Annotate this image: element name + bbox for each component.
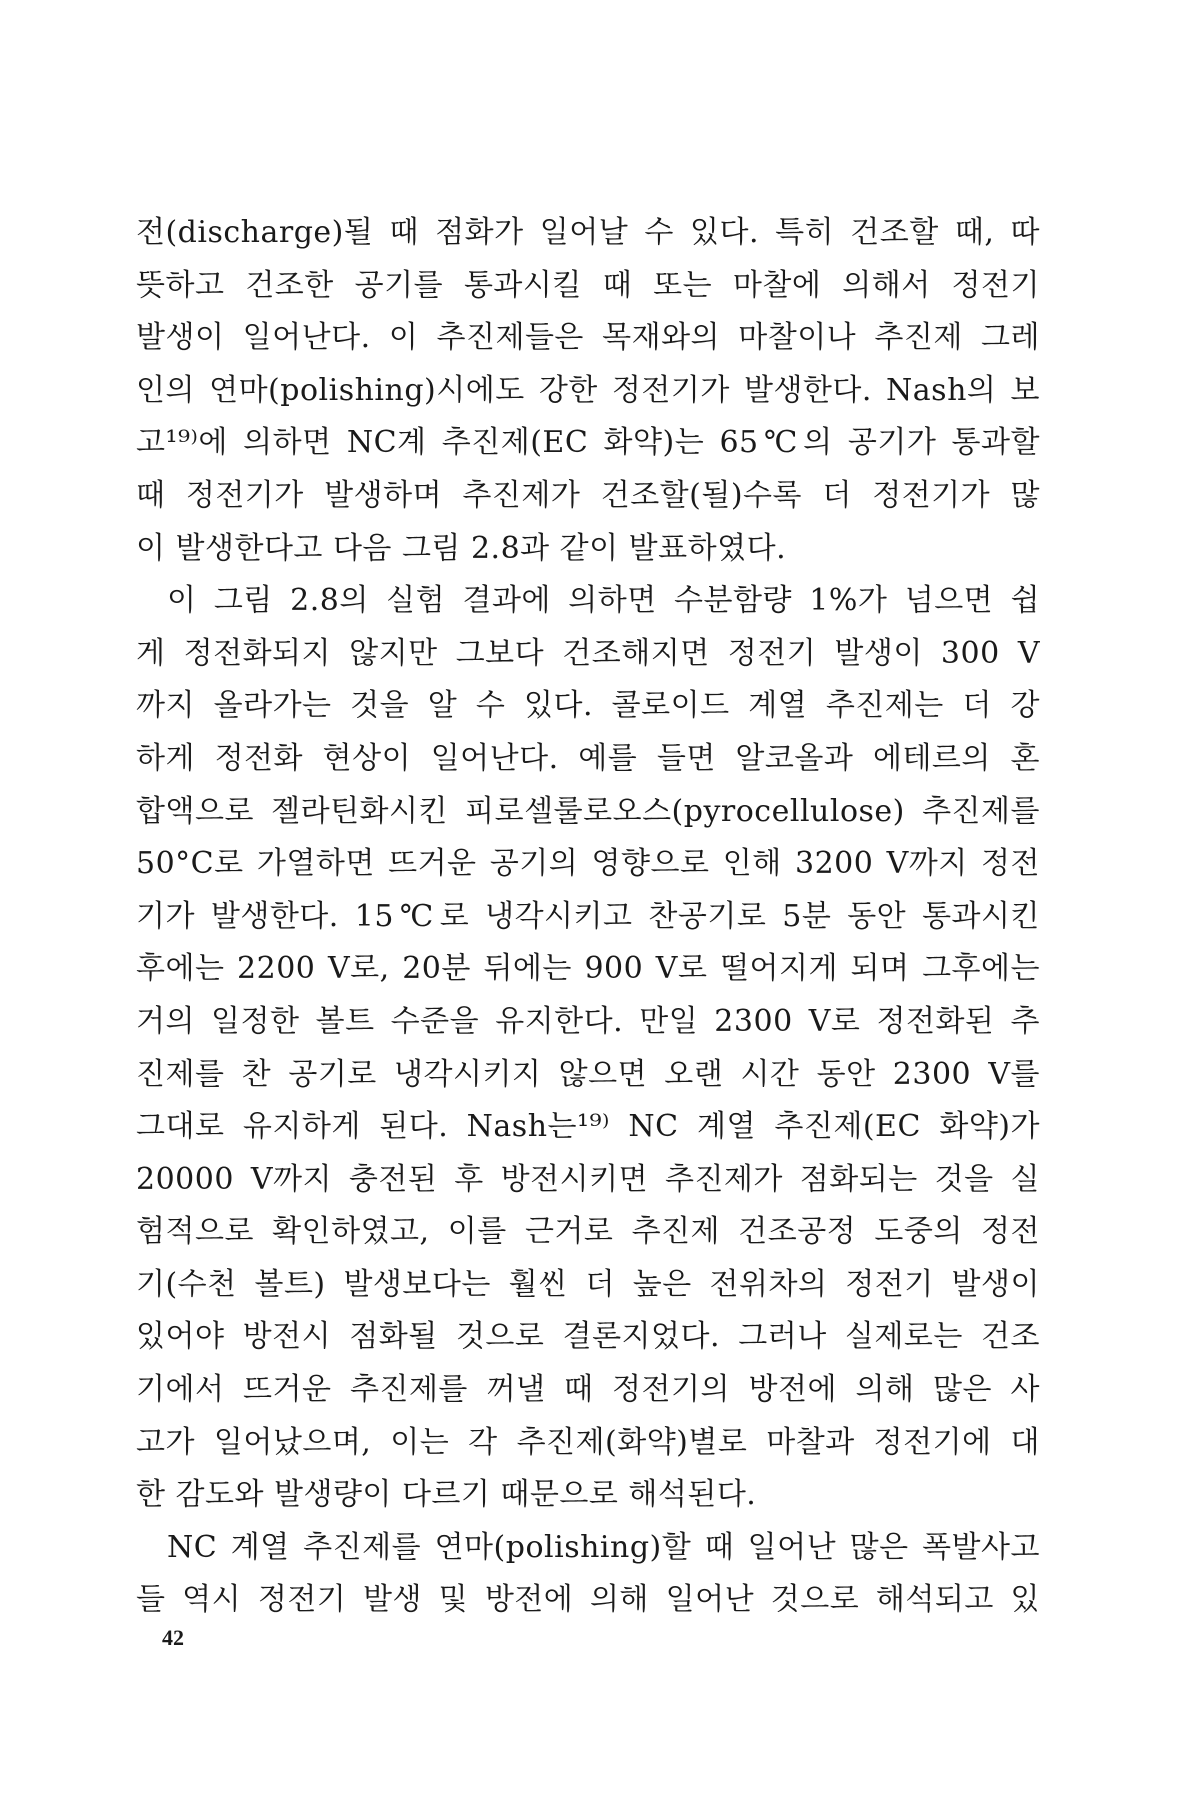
text-line: 합액으로 젤라틴화시킨 피로셀룰로오스(pyrocellulose) 추진제를 [136,793,1040,829]
text-line: 이 발생한다고 다음 그림 2.8과 같이 발표하였다. [136,530,787,566]
text-line: NC 계열 추진제를 연마(polishing)할 때 일어난 많은 폭발사고 [167,1529,1040,1565]
text-line: 20000 V까지 충전된 후 방전시키면 추진제가 점화되는 것을 실 [136,1161,1040,1197]
text-line: 고가 일어났으며, 이는 각 추진제(화약)별로 마찰과 정전기에 대 [136,1424,1040,1460]
text-line: 게 정전화되지 않지만 그보다 건조해지면 정전기 발생이 300 V [136,635,1040,671]
text-line: 뜻하고 건조한 공기를 통과시킬 때 또는 마찰에 의해서 정전기 [136,267,1040,303]
text-line: 거의 일정한 볼트 수준을 유지한다. 만일 2300 V로 정전화된 추 [136,1003,1040,1039]
text-line: 때 정전기가 발생하며 추진제가 건조할(될)수록 더 정전기가 많 [136,477,1040,513]
text-line: 기가 발생한다. 15℃로 냉각시키고 찬공기로 5분 동안 통과시킨 [136,898,1040,934]
text-line: 후에는 2200 V로, 20분 뒤에는 900 V로 떨어지게 되며 그후에는 [136,951,1040,987]
text-line: 기(수천 볼트) 발생보다는 훨씬 더 높은 전위차의 정전기 발생이 [136,1266,1040,1302]
text-line: 있어야 방전시 점화될 것으로 결론지었다. 그러나 실제로는 건조 [136,1319,1040,1355]
text-line: 인의 연마(polishing)시에도 강한 정전기가 발생한다. Nash의 보 [136,372,1040,408]
text-line: 까지 올라가는 것을 알 수 있다. 콜로이드 계열 추진제는 더 강 [136,688,1040,724]
text-line: 고¹⁹⁾에 의하면 NC계 추진제(EC 화약)는 65℃의 공기가 통과할 [136,425,1040,461]
text-line: 이 그림 2.8의 실험 결과에 의하면 수분함량 1%가 넘으면 쉽 [167,583,1040,619]
page-number: 42 [162,1625,184,1650]
body-text [136,207,1040,1627]
text-line: 하게 정전화 현상이 일어난다. 예를 들면 알코올과 에테르의 혼 [136,740,1040,776]
text-line: 전(discharge)될 때 점화가 일어날 수 있다. 특히 건조할 때, 따 [136,215,1040,250]
text-line: 발생이 일어난다. 이 추진제들은 목재와의 마찰이나 추진제 그레 [136,320,1040,356]
text-line: 50°C로 가열하면 뜨거운 공기의 영향으로 인해 3200 V까지 정전 [136,846,1040,882]
text-line: 그대로 유지하게 된다. Nash는¹⁹⁾ NC 계열 추진제(EC 화약)가 [136,1109,1040,1145]
text-line: 들 역시 정전기 발생 및 방전에 의해 일어난 것으로 해석되고 있 [136,1582,1040,1618]
text-line: 한 감도와 발생량이 다르기 때문으로 해석된다. [136,1477,757,1513]
text-line: 기에서 뜨거운 추진제를 꺼낼 때 정전기의 방전에 의해 많은 사 [136,1372,1040,1408]
text-line: 진제를 찬 공기로 냉각시키지 않으면 오랜 시간 동안 2300 V를 [136,1056,1040,1092]
text-line: 험적으로 확인하였고, 이를 근거로 추진제 건조공정 도중의 정전 [136,1214,1040,1250]
